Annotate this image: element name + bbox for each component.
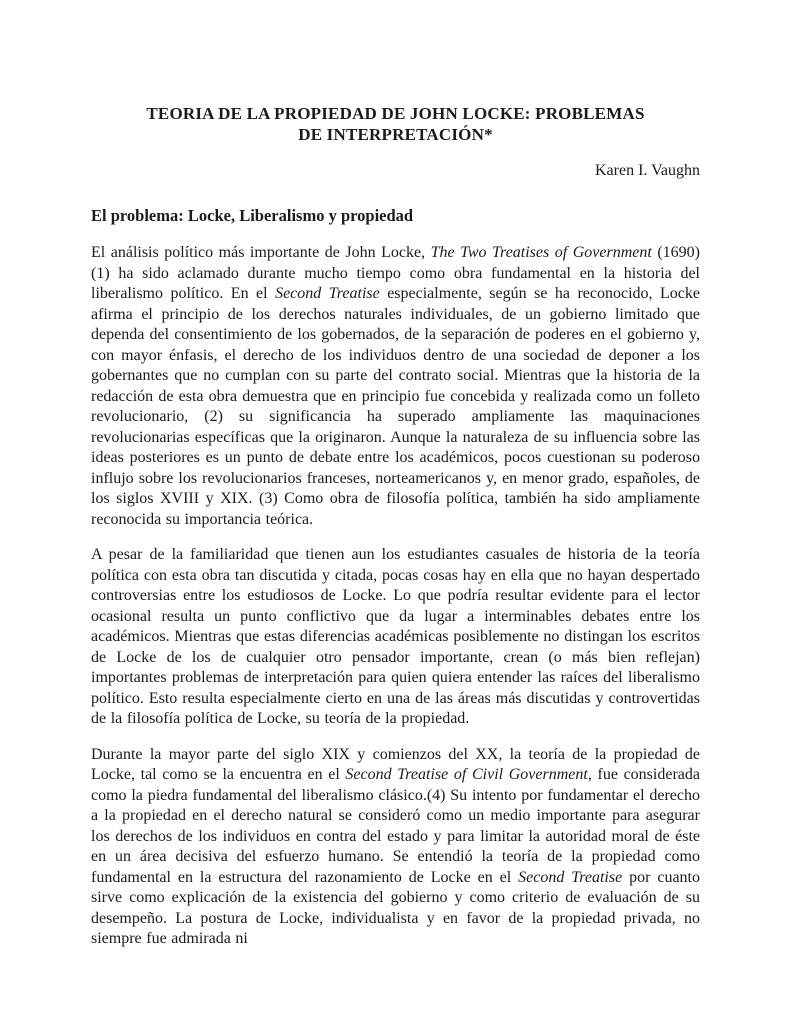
body-text: , fue considerada como la piedra fundamental del liberalismo clásico.(4) Su intento por fundamentar el derecho a la propiedad en el derecho natural se consideró como un medio importante para asegurar los derechos de los individuos en contra del estado y para limitar la autoridad moral de éste en un área decisiva del esfuerzo humano. Se entendió la teoría de la propiedad como fundamental en la estructura del razonamiento de Locke en el [91, 766, 700, 886]
section-heading: El problema: Locke, Liberalismo y propiedad [91, 206, 414, 226]
body-text: A pesar de la familiaridad que tienen aun los estudiantes casuales de historia de la teoría política con esta obra tan discutida y citada, pocas cosas hay en ella que no hayan despertado controversias entre los estudiosos de Locke. Lo que podría resultar evidente para el lector ocasional resulta un punto conflictivo que da lugar a interminables debates entre los académicos. Mientras que estas diferencias académicas posiblemente no distingan los escritos de Locke de los de cualquier otro pensador importante, crean (o más bien reflejan) importantes problemas de interpretación para quien quiera entender las raíces del liberalismo político. Esto resulta especialmente cierto en una de las áreas más discutidas y controvertidas de la filosofía política de Locke, su teoría de la propiedad. [91, 546, 700, 728]
body-text: especialmente, según se ha reconocido, Locke afirma el principio de los derechos naturales individuales, de un gobierno limitado que dependa del consentimiento de los gobernados, de la separación de poderes en el gobierno y, con mayor énfasis, el derecho de los individuos dentro de una sociedad de deponer a los gobernantes que no cumplan con su parte del contrato social. Mientras que la historia de la redacción de esta obra demuestra que en principio fue concebida y realizada como un folleto revolucionario, (2) su significancia ha superado ampliamente las maquinaciones revolucionarias específicas que la originaron. Aunque la naturaleza de su influencia sobre las ideas posteriores es un punto de debate entre los académicos, pocos cuestionan su poderoso influjo sobre los revolucionarios franceses, norteamericanos y, en menor grado, españoles, de los siglos XVIII y XIX. (3) Como obra de filosofía política, también ha sido ampliamente reconocida su importancia teórica. [91, 285, 700, 528]
body-text: (1690) (1) ha sido aclamado durante mucho tiempo como obra fundamental en la historia del liberalismo político. En el [91, 244, 700, 303]
page-title-line-2: DE INTERPRETACIÓN* [298, 125, 493, 145]
italic-book-title: The Two Treatises of Government [430, 244, 652, 262]
body-paragraph [91, 545, 700, 730]
body-paragraph [91, 745, 700, 950]
italic-book-title: Second Treatise of Civil Government [345, 766, 588, 784]
italic-book-title: Second Treatise [275, 285, 380, 303]
body-paragraph [91, 243, 700, 530]
italic-book-title: Second Treatise [518, 868, 623, 886]
body-text: por cuanto sirve como explicación de la existencia del gobierno y como criterio de evaluación de su desempeño. La postura de Locke, individualista y en favor de la propiedad privada, no siempre fue admirada ni [91, 868, 700, 948]
body-text: El análisis político más importante de John Locke, [91, 244, 431, 262]
body-text: Durante la mayor parte del siglo XIX y comienzos del XX, la teoría de la propiedad de Locke, tal como se la encuentra en el [91, 745, 700, 784]
page-title [91, 103, 700, 145]
page-title-line-1: TEORIA DE LA PROPIEDAD DE JOHN LOCKE: PROBLEMAS [146, 104, 645, 124]
author-byline: Karen I. Vaughn [594, 162, 700, 180]
